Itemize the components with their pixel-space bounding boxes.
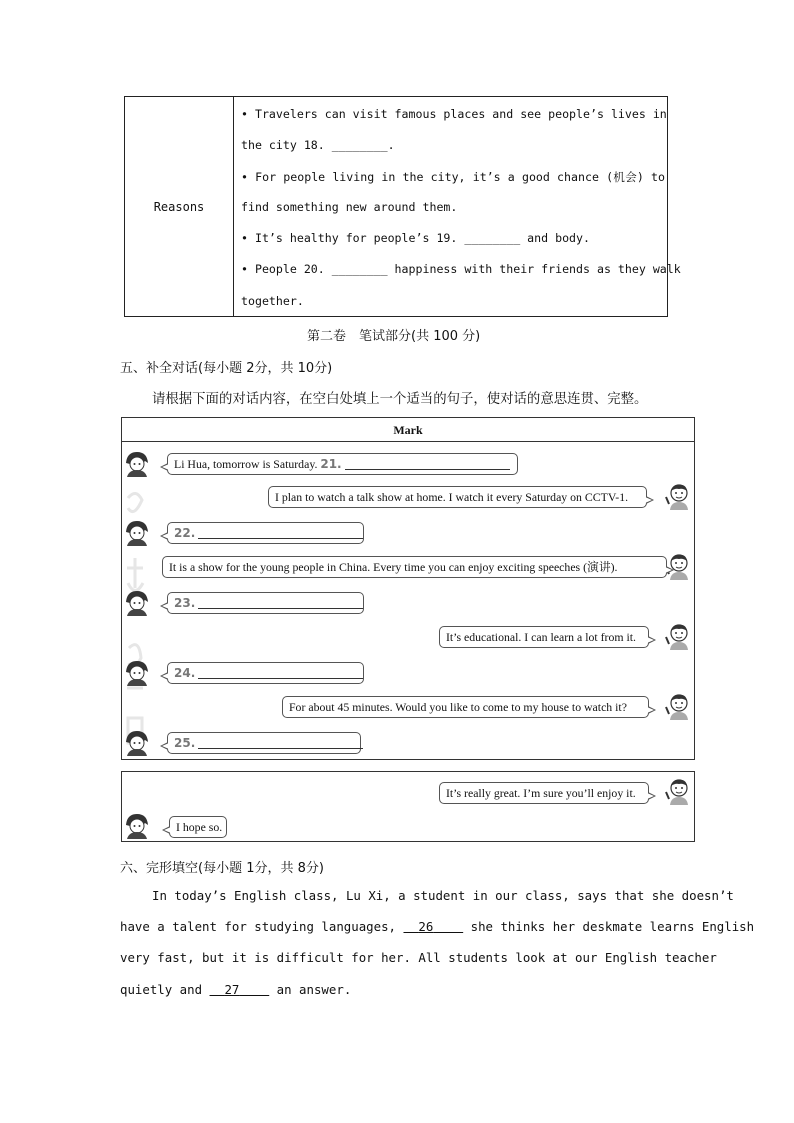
reason-line-4: find something new around them. bbox=[241, 200, 458, 214]
answer-blank[interactable] bbox=[198, 665, 363, 679]
dialogue-line-mark-4 bbox=[282, 696, 649, 718]
reason-line-7: together. bbox=[241, 294, 304, 308]
dialogue-title: Mark bbox=[122, 418, 694, 442]
li-hua-avatar-icon bbox=[123, 518, 151, 546]
dialogue-line-mark-2 bbox=[162, 556, 667, 578]
mark-avatar-icon bbox=[665, 482, 693, 510]
answer-blank[interactable] bbox=[345, 456, 510, 470]
dialogue-box bbox=[121, 417, 695, 760]
answer-blank[interactable] bbox=[198, 735, 363, 749]
question-number: 24. bbox=[174, 666, 196, 680]
mark-avatar-icon bbox=[665, 777, 693, 805]
dialogue-line-23 bbox=[167, 592, 364, 614]
cloze-line-2 bbox=[120, 919, 755, 934]
li-hua-avatar-icon bbox=[123, 658, 151, 686]
mark-avatar-icon bbox=[665, 692, 693, 720]
dialogue-line-mark-5 bbox=[439, 782, 649, 804]
dialogue-text: It is a show for the young people in China. Every time you can enjoy exciting speeches (演讲). bbox=[169, 560, 618, 574]
cloze-line-1: In today’s English class, Lu Xi, a student in our class, says that she doesn’t bbox=[152, 888, 734, 903]
dialogue-text: I hope so. bbox=[176, 820, 223, 834]
dialogue-line-25 bbox=[167, 732, 361, 754]
dialogue-text: It’s educational. I can learn a lot from it. bbox=[446, 630, 636, 644]
question-number: 25. bbox=[174, 736, 196, 750]
li-hua-avatar-icon bbox=[123, 728, 151, 756]
li-hua-avatar-icon bbox=[123, 811, 151, 839]
dialogue-line-21 bbox=[167, 453, 518, 475]
dialogue-line-22 bbox=[167, 522, 364, 544]
cloze-text: have a talent for studying languages, bbox=[120, 919, 404, 934]
section5-instruction: 请根据下面的对话内容，在空白处填上一个适当的句子，使对话的意思连贯、完整。 bbox=[152, 392, 648, 407]
dialogue-line-li-hua-final bbox=[169, 816, 227, 838]
cloze-text: she thinks her deskmate learns English bbox=[463, 919, 755, 934]
answer-blank[interactable] bbox=[198, 595, 363, 609]
section6-heading: 六、完形填空(每小题 1分，共 8分) bbox=[120, 861, 324, 876]
dialogue-line-mark-3 bbox=[439, 626, 649, 648]
dialogue-line-mark-1 bbox=[268, 486, 647, 508]
question-number: 21. bbox=[320, 457, 342, 471]
reasons-label: Reasons bbox=[125, 97, 234, 316]
cloze-text: quietly and bbox=[120, 982, 210, 997]
dialogue-text: For about 45 minutes. Would you like to come to my house to watch it? bbox=[289, 700, 627, 714]
cloze-line-3: very fast, but it is difficult for her. All students look at our English teacher bbox=[120, 950, 717, 965]
reason-line-2: the city 18. ________. bbox=[241, 138, 395, 152]
mark-avatar-icon bbox=[665, 622, 693, 650]
reason-line-1: • Travelers can visit famous places and see people’s lives in bbox=[241, 107, 667, 121]
question-number: 22. bbox=[174, 526, 196, 540]
dialogue-box-continued bbox=[121, 771, 695, 842]
answer-blank[interactable] bbox=[198, 525, 363, 539]
question-number: 23. bbox=[174, 596, 196, 610]
li-hua-avatar-icon bbox=[123, 449, 151, 477]
dialogue-text: Li Hua, tomorrow is Saturday. bbox=[174, 457, 318, 471]
reason-line-3: • For people living in the city, it’s a good chance (机会) to bbox=[241, 170, 665, 184]
cloze-blank-26[interactable]: 26 bbox=[418, 919, 434, 934]
cloze-line-4 bbox=[120, 982, 674, 997]
cloze-text: an answer. bbox=[269, 982, 352, 997]
cloze-blank-27[interactable]: 27 bbox=[224, 982, 240, 997]
reason-line-6: • People 20. ________ happiness with their friends as they walk bbox=[241, 262, 681, 276]
dialogue-text: I plan to watch a talk show at home. I watch it every Saturday on CCTV-1. bbox=[275, 490, 629, 504]
dialogue-line-24 bbox=[167, 662, 364, 684]
reason-line-5: • It’s healthy for people’s 19. ________ and body. bbox=[241, 231, 591, 245]
reasons-table bbox=[124, 96, 681, 317]
dialogue-text: It’s really great. I’m sure you’ll enjoy it. bbox=[446, 786, 636, 800]
li-hua-avatar-icon bbox=[123, 588, 151, 616]
section5-heading: 五、补全对话(每小题 2分，共 10分) bbox=[120, 361, 333, 376]
part-two-title: 第二卷 笔试部分(共 100 分) bbox=[307, 329, 481, 344]
